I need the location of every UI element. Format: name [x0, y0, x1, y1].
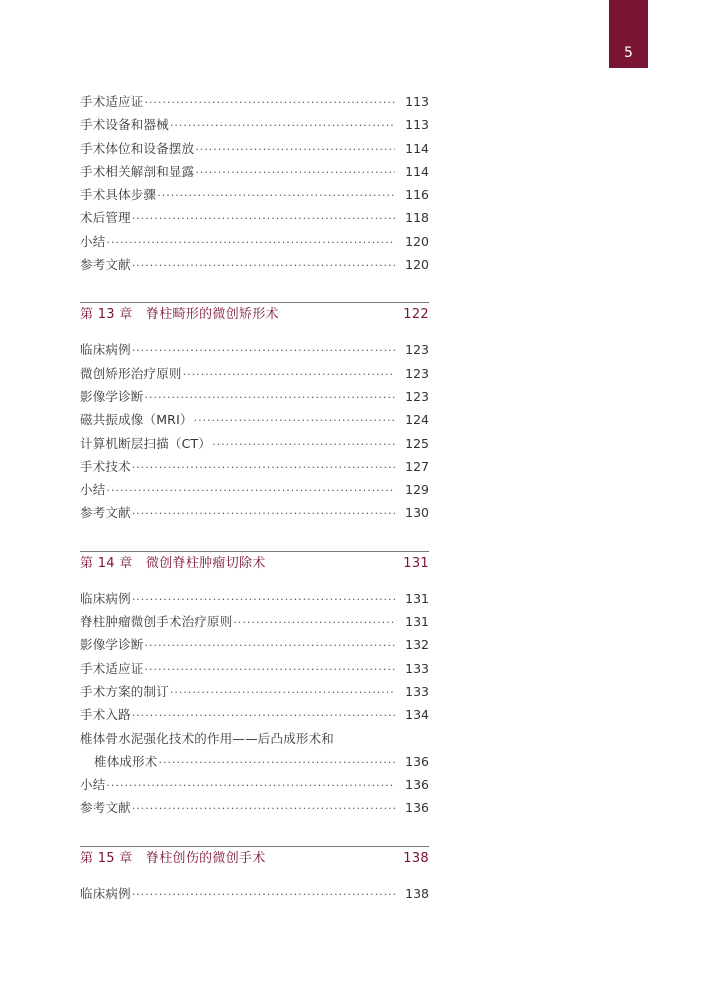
toc-entry-title: 手术具体步骤 — [80, 187, 157, 203]
toc-entry-page-number: 113 — [405, 94, 429, 109]
toc-entry[interactable] — [80, 90, 429, 113]
toc-entry-title: 临床病例 — [80, 885, 131, 901]
dot-leader — [132, 883, 395, 906]
toc-entry-page-number: 134 — [405, 707, 429, 723]
toc-entry[interactable] — [80, 338, 429, 361]
dot-leader — [195, 161, 395, 184]
toc-entry-page-number: 136 — [405, 777, 429, 793]
toc-entry-title: 手术技术 — [80, 458, 131, 474]
chapter-title-separator — [133, 307, 146, 322]
toc-entry[interactable] — [80, 587, 429, 610]
dot-leader — [157, 184, 395, 207]
chapter-heading[interactable] — [80, 846, 429, 870]
toc-entry[interactable] — [80, 408, 429, 431]
dot-leader — [170, 681, 395, 704]
toc-entry-title: 临床病例 — [80, 590, 131, 606]
dot-leader — [170, 114, 395, 137]
toc-entry-title: 手术入路 — [80, 707, 131, 723]
toc-entry[interactable] — [80, 206, 429, 229]
toc-entry-title: 手术相关解剖和显露 — [80, 163, 195, 179]
toc-entry-title: 磁共振成像（MRI） — [80, 412, 193, 428]
toc-entry-page-number: 136 — [405, 800, 429, 816]
toc-entry-title: 手术体位和设备摆放 — [80, 140, 195, 156]
toc-entry-page-number: 113 — [405, 117, 429, 133]
toc-entry[interactable] — [80, 633, 429, 656]
chapter-spacer — [80, 575, 429, 587]
toc-entry-title: 术后管理 — [80, 210, 131, 226]
toc-entry-title: 手术适应证 — [80, 660, 144, 676]
toc-entry-page-number: 120 — [405, 257, 429, 273]
dot-leader — [132, 704, 395, 727]
toc-entry-title: 椎体骨水泥强化技术的作用——后凸成形术和 — [80, 730, 335, 746]
toc-entry-page-number: 114 — [405, 140, 429, 156]
table-of-contents — [80, 90, 429, 905]
toc-entry-page-number: 125 — [405, 435, 429, 451]
chapter-number: 第 13 章 — [80, 307, 133, 323]
toc-entry-title: 小结 — [80, 233, 106, 249]
chapter-spacer — [80, 326, 429, 338]
page-number-tab — [609, 0, 648, 68]
toc-entry-page-number: 123 — [405, 342, 429, 358]
toc-entry-page-number: 123 — [405, 388, 429, 404]
chapter-page-number: 131 — [403, 555, 429, 571]
dot-leader — [212, 433, 395, 456]
toc-entry-page-number: 133 — [405, 683, 429, 699]
chapter-spacer — [80, 820, 429, 846]
toc-entry-page-number: 133 — [405, 660, 429, 676]
dot-leader — [132, 254, 395, 277]
toc-entry-title: 参考文献 — [80, 800, 131, 816]
toc-entry[interactable] — [80, 501, 429, 524]
chapter-title: 微创脊柱肿瘤切除术 — [145, 555, 266, 571]
chapter-heading[interactable] — [80, 551, 429, 575]
toc-entry-title: 小结 — [80, 777, 106, 793]
page-number: 5 — [624, 45, 633, 61]
toc-entry[interactable] — [80, 882, 429, 905]
dot-leader — [132, 797, 395, 820]
dot-leader — [132, 588, 395, 611]
toc-entry[interactable] — [80, 137, 429, 160]
dot-leader — [194, 409, 395, 432]
toc-entry[interactable] — [80, 657, 429, 680]
chapter-page-number: 122 — [403, 307, 429, 323]
toc-entry[interactable] — [80, 773, 429, 796]
chapter-spacer — [80, 276, 429, 302]
toc-entry[interactable] — [80, 113, 429, 136]
dot-leader — [145, 386, 395, 409]
toc-entry-page-number: 120 — [405, 233, 429, 249]
dot-leader — [145, 634, 395, 657]
dot-leader — [145, 91, 395, 114]
toc-entry-title: 影像学诊断 — [80, 637, 144, 653]
toc-entry[interactable] — [80, 230, 429, 253]
chapter-title-separator — [133, 851, 146, 866]
dot-leader — [132, 502, 395, 525]
toc-entry[interactable] — [80, 727, 429, 750]
toc-entry-page-number: 114 — [405, 163, 429, 179]
toc-entry-page-number: 124 — [405, 412, 429, 428]
dot-leader — [195, 138, 395, 161]
toc-entry-title: 小结 — [80, 482, 106, 498]
chapter-spacer — [80, 870, 429, 882]
toc-entry[interactable] — [80, 183, 429, 206]
toc-entry[interactable] — [80, 362, 429, 385]
toc-entry-page-number: 116 — [405, 187, 429, 203]
toc-entry-page-number: 136 — [405, 753, 429, 769]
toc-entry-title: 手术设备和器械 — [80, 117, 169, 133]
dot-leader — [132, 207, 395, 230]
toc-entry-title: 微创矫形治疗原则 — [80, 365, 182, 381]
toc-entry-title: 计算机断层扫描（CT） — [80, 435, 212, 451]
chapter-title: 脊柱畸形的微创矫形术 — [145, 307, 279, 323]
toc-entry[interactable] — [80, 750, 429, 773]
toc-entry[interactable] — [80, 796, 429, 819]
toc-entry-page-number: 118 — [405, 210, 429, 226]
chapter-spacer — [80, 525, 429, 551]
toc-entry[interactable] — [80, 478, 429, 501]
dot-leader — [183, 363, 395, 386]
toc-entry-title: 椎体成形术 — [94, 753, 158, 769]
toc-entry[interactable] — [80, 160, 429, 183]
toc-entry-title: 参考文献 — [80, 257, 131, 273]
toc-entry-page-number: 129 — [405, 482, 429, 498]
toc-entry-page-number: 127 — [405, 458, 429, 474]
toc-entry-page-number: 132 — [405, 637, 429, 653]
toc-entry-page-number: 131 — [405, 614, 429, 630]
toc-entry-page-number: 130 — [405, 505, 429, 521]
toc-entry[interactable] — [80, 703, 429, 726]
dot-leader — [159, 751, 395, 774]
chapter-number: 第 15 章 — [80, 850, 133, 866]
dot-leader — [106, 479, 395, 502]
dot-leader — [132, 339, 395, 362]
chapter-number: 第 14 章 — [80, 555, 133, 571]
dot-leader — [132, 456, 395, 479]
dot-leader — [106, 231, 395, 254]
toc-entry-title: 手术方案的制订 — [80, 683, 169, 699]
dot-leader — [106, 774, 395, 797]
toc-entry[interactable] — [80, 680, 429, 703]
toc-entry[interactable] — [80, 253, 429, 276]
toc-entry[interactable] — [80, 610, 429, 633]
dot-leader — [233, 611, 395, 634]
chapter-title: 脊柱创伤的微创手术 — [145, 850, 266, 866]
toc-entry-title: 影像学诊断 — [80, 388, 144, 404]
toc-entry-page-number: 131 — [405, 590, 429, 606]
chapter-page-number: 138 — [403, 850, 429, 866]
chapter-title-separator — [133, 556, 146, 571]
toc-entry-title: 参考文献 — [80, 505, 131, 521]
toc-entry[interactable] — [80, 385, 429, 408]
toc-entry-title: 手术适应证 — [80, 94, 144, 109]
toc-entry[interactable] — [80, 455, 429, 478]
toc-entry-page-number: 138 — [405, 885, 429, 901]
chapter-heading[interactable] — [80, 302, 429, 326]
toc-entry-page-number: 123 — [405, 365, 429, 381]
dot-leader — [145, 658, 395, 681]
toc-entry-title: 临床病例 — [80, 342, 131, 358]
toc-entry[interactable] — [80, 432, 429, 455]
toc-entry-title: 脊柱肿瘤微创手术治疗原则 — [80, 614, 233, 630]
